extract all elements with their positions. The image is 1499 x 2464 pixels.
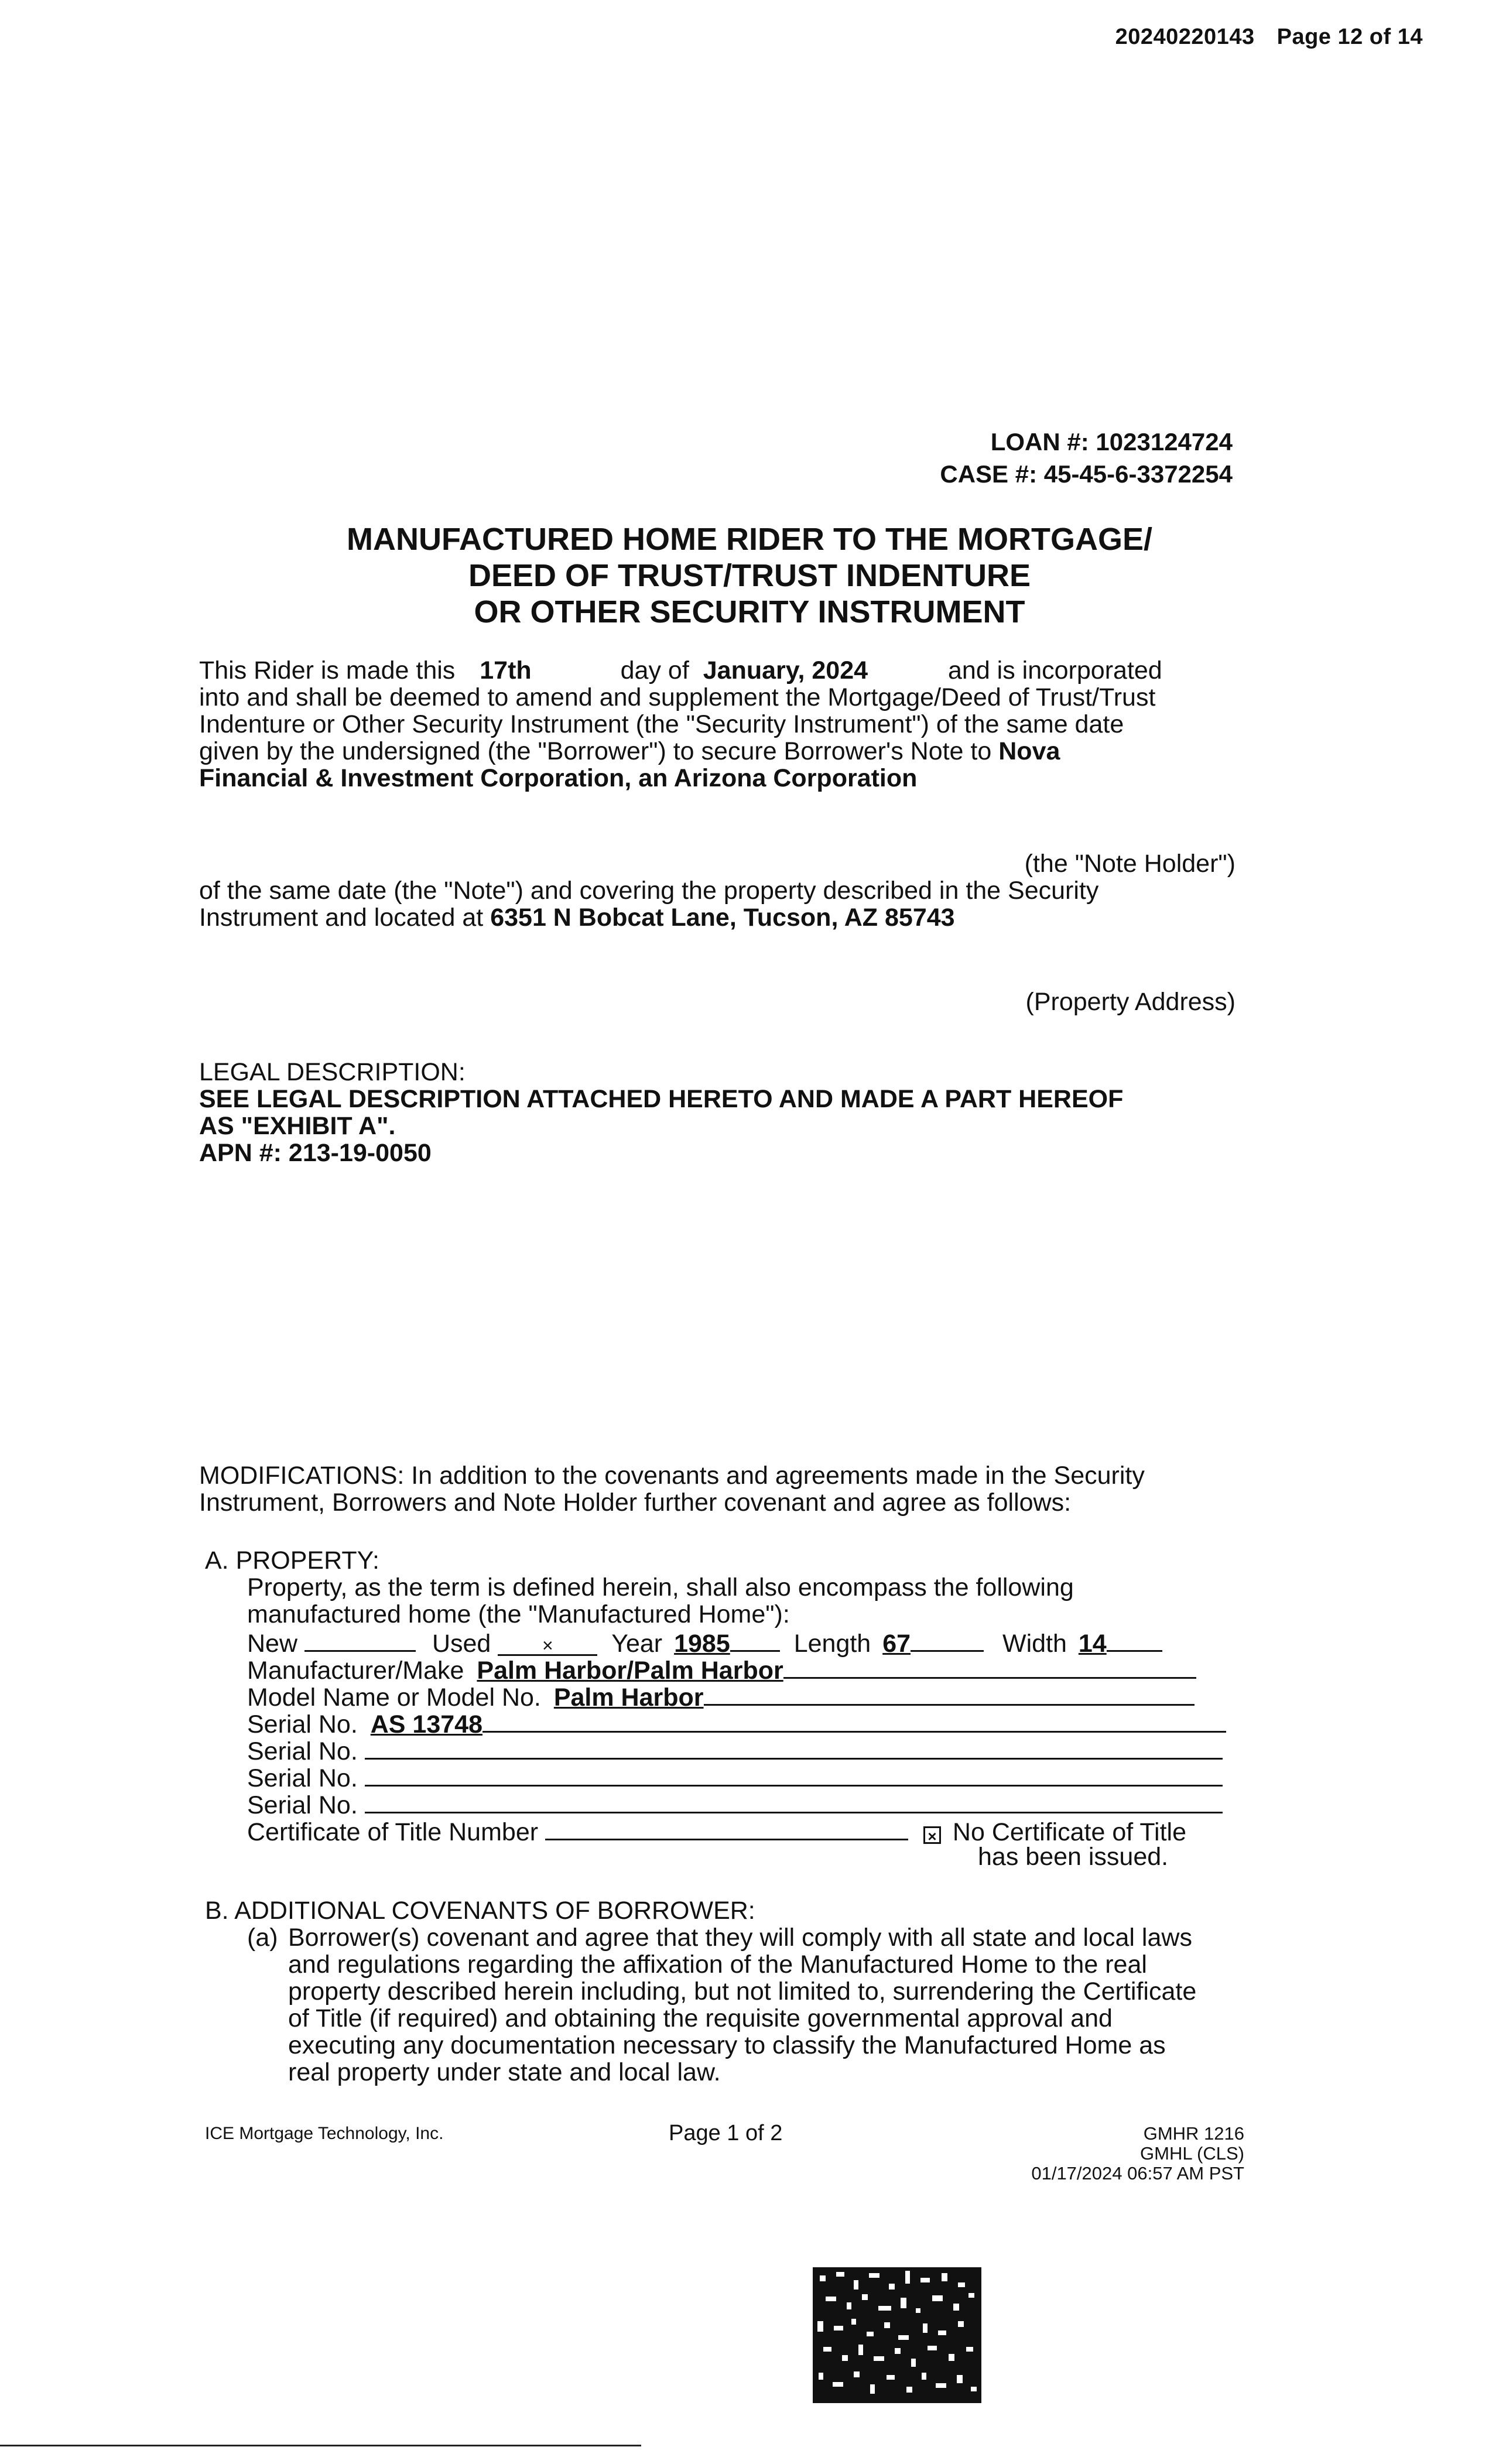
legal-line-2: AS "EXHIBIT A". xyxy=(199,1112,396,1140)
footer-company: ICE Mortgage Technology, Inc. xyxy=(205,2124,444,2143)
no-certificate-label: No Certificate of Title xyxy=(952,1818,1187,1846)
rider-month-year: January, 2024 xyxy=(703,656,868,685)
intro-line-3: Indenture or Other Security Instrument (the "Security Instrument") of the same date xyxy=(199,710,1124,738)
new-field xyxy=(304,1628,416,1652)
note-holder-label: (the "Note Holder") xyxy=(1024,850,1236,878)
section-b-heading: B. ADDITIONAL COVENANTS OF BORROWER: xyxy=(205,1897,755,1925)
year-line xyxy=(730,1628,780,1652)
covenant-a-line-3: property described herein including, but not limited to, surrendering the Certificate xyxy=(288,1977,1197,2006)
intro-line-7: Instrument and located at xyxy=(199,904,484,932)
document-title xyxy=(0,521,1499,630)
property-address-label: (Property Address) xyxy=(1025,988,1236,1016)
serial-label-2: Serial No. xyxy=(247,1737,358,1765)
covenant-a-label: (a) xyxy=(247,1924,278,1952)
legal-label: LEGAL DESCRIPTION: xyxy=(199,1058,466,1086)
intro-line-6: of the same date (the "Note") and covering the property described in the Security xyxy=(199,877,1099,905)
document-number: 20240220143 xyxy=(1115,25,1255,49)
model-line xyxy=(704,1682,1195,1706)
section-a-heading: A. PROPERTY: xyxy=(205,1546,379,1575)
legal-description xyxy=(199,1059,1236,1166)
width-label: Width xyxy=(1002,1630,1067,1658)
property-paragraph xyxy=(199,877,1236,931)
model-row xyxy=(247,1682,1195,1711)
serial-label-1: Serial No. xyxy=(247,1710,358,1739)
home-condition-row xyxy=(247,1628,1162,1657)
title-line-3: OR OTHER SECURITY INSTRUMENT xyxy=(474,594,1025,629)
used-mark: × xyxy=(542,1635,553,1656)
page-indicator: Page 12 of 14 xyxy=(1276,25,1423,49)
serial-row-1 xyxy=(247,1709,1226,1738)
certificate-field xyxy=(545,1816,908,1840)
width-line xyxy=(1107,1628,1162,1652)
covenant-a-line-4: of Title (if required) and obtaining the requisite governmental approval and xyxy=(288,2004,1113,2032)
footer-form-info xyxy=(1031,2124,1244,2184)
footer-form-1: GMHR 1216 xyxy=(1143,2123,1244,2144)
year-value: 1985 xyxy=(674,1630,730,1658)
lender-name-part-1: Nova xyxy=(998,737,1060,765)
manufacturer-value: Palm Harbor/Palm Harbor xyxy=(477,1657,783,1685)
certificate-label: Certificate of Title Number xyxy=(247,1818,539,1846)
loan-number: LOAN #: 1023124724 xyxy=(990,428,1233,456)
serial-label-4: Serial No. xyxy=(247,1791,358,1819)
used-label: Used xyxy=(432,1630,491,1658)
property-definition-line-2: manufactured home (the "Manufactured Home"): xyxy=(247,1600,790,1628)
no-certificate-label-2: has been issued. xyxy=(978,1843,1169,1871)
certificate-row xyxy=(247,1816,1186,1846)
serial-line-1 xyxy=(482,1709,1226,1733)
modifications-paragraph xyxy=(199,1462,1236,1516)
serial-row-2 xyxy=(247,1736,1223,1765)
footer-timestamp: 01/17/2024 06:57 AM PST xyxy=(1031,2163,1244,2184)
page-header xyxy=(1115,25,1423,50)
manufacturer-row xyxy=(247,1655,1196,1684)
model-value: Palm Harbor xyxy=(553,1683,704,1712)
modifications-line-2: Instrument, Borrowers and Note Holder further covenant and agree as follows: xyxy=(199,1488,1072,1517)
barcode-image xyxy=(813,2267,981,2403)
covenant-a-line-6: real property under state and local law. xyxy=(288,2058,721,2086)
serial-field-2 xyxy=(365,1736,1223,1760)
case-number: CASE #: 45-45-6-3372254 xyxy=(940,460,1233,488)
model-label: Model Name or Model No. xyxy=(247,1683,541,1712)
bottom-divider xyxy=(0,2445,641,2446)
no-certificate-checkbox[interactable]: × xyxy=(923,1826,941,1844)
legal-line-1: SEE LEGAL DESCRIPTION ATTACHED HERETO AND MADE A PART HEREOF xyxy=(199,1085,1124,1113)
serial-field-4 xyxy=(365,1789,1223,1813)
manufacturer-label: Manufacturer/Make xyxy=(247,1657,464,1685)
intro-text-2: day of xyxy=(620,656,689,685)
intro-text-3: and is incorporated xyxy=(947,656,1162,685)
title-line-1: MANUFACTURED HOME RIDER TO THE MORTGAGE/ xyxy=(347,522,1152,557)
footer-form-2: GMHL (CLS) xyxy=(1140,2143,1244,2164)
footer-page: Page 1 of 2 xyxy=(669,2121,783,2145)
serial-row-3 xyxy=(247,1763,1223,1792)
rider-day: 17th xyxy=(480,656,532,685)
length-line xyxy=(911,1628,984,1652)
lender-name-part-2: Financial & Investment Corporation, an Arizona Corporation xyxy=(199,764,918,792)
covenant-a-line-5: executing any documentation necessary to classify the Manufactured Home as xyxy=(288,2031,1166,2059)
length-label: Length xyxy=(793,1630,871,1658)
serial-row-4 xyxy=(247,1789,1223,1819)
length-value: 67 xyxy=(882,1630,911,1658)
apn-number: APN #: 213-19-0050 xyxy=(199,1139,432,1167)
serial-field-3 xyxy=(365,1763,1223,1787)
barcode-pattern xyxy=(813,2267,981,2403)
property-address-value: 6351 N Bobcat Lane, Tucson, AZ 85743 xyxy=(490,904,955,932)
serial-value-1: AS 13748 xyxy=(370,1710,483,1739)
covenant-a-line-2: and regulations regarding the affixation of the Manufactured Home to the real xyxy=(288,1950,1147,1979)
manufacturer-line xyxy=(783,1655,1196,1679)
intro-paragraph xyxy=(199,657,1236,792)
used-field xyxy=(498,1632,597,1656)
serial-label-3: Serial No. xyxy=(247,1764,358,1792)
intro-line-4: given by the undersigned (the "Borrower") to secure Borrower's Note to xyxy=(199,737,992,765)
covenant-a-text xyxy=(288,1924,1248,2086)
new-label: New xyxy=(247,1630,298,1658)
year-label: Year xyxy=(611,1630,663,1658)
width-value: 14 xyxy=(1078,1630,1107,1658)
intro-line-2: into and shall be deemed to amend and supplement the Mortgage/Deed of Trust/Trust xyxy=(199,683,1156,711)
title-line-2: DEED OF TRUST/TRUST INDENTURE xyxy=(468,558,1031,593)
property-definition-line-1: Property, as the term is defined herein, shall also encompass the following xyxy=(247,1573,1074,1601)
intro-text-1: This Rider is made this xyxy=(199,656,456,685)
modifications-line-1: MODIFICATIONS: In addition to the covenants and agreements made in the Security xyxy=(199,1462,1145,1490)
covenant-a-line-1: Borrower(s) covenant and agree that they will comply with all state and local laws xyxy=(288,1924,1192,1952)
